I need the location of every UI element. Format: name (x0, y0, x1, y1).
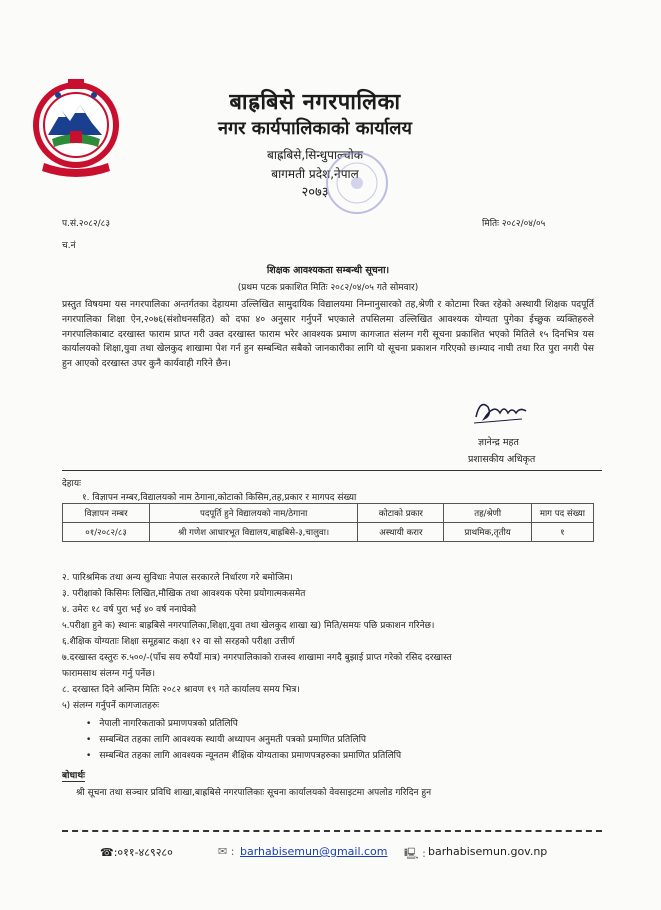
table-cell: अस्थायी करार (358, 523, 444, 542)
footer-email-link[interactable]: barhabisemun@gmail.com (240, 845, 388, 858)
list-item: ५.परीक्षा हुने क) स्थानः बाह्रबिसे नगरपालिका,शिक्षा,युवा तथा खेलकुद शाखा ख) मिति/समयः पछि प्रकाशन गरिनेछ। (62, 621, 435, 631)
list-item: २. पारिश्रमिक तथा अन्य सुविधाः नेपाल सरकारले निर्धारण गरे बमोजिम। (62, 573, 293, 583)
bullet-item: • सम्बन्धित तहका लागि आवश्यक न्यूनतम शैक्षिक योग्यताका प्रमाणपत्रहरुका प्रमाणित प्रतिलिपि (86, 748, 401, 764)
list-item: ७.दरखास्त दस्तुरः रु.५००/-(पाँच सय रुपैयाँ मात्र) नगरपालिकाको राजस्व शाखामा नगदै बुझाई प्राप्त गरेको रसिद दरखास्त (62, 653, 452, 663)
footer-website[interactable]: barhabisemun.gov.np (428, 845, 548, 858)
signatory-name: ज्ञानेन्द्र महत (478, 437, 519, 448)
list-item: फारामसाथ संलग्न गर्नु पर्नेछ। (62, 669, 156, 679)
table-header-cell: विज्ञापन नम्बर (63, 504, 150, 523)
notice-title: शिक्षक आवश्यकता सम्बन्धी सूचना। (266, 265, 390, 276)
list-item: ५) संलग्न गर्नुपर्ने कागजातहरुः (62, 701, 160, 711)
bullet-item: • सम्बन्धित तहका लागि आवश्यक स्थायी अध्यापन अनुमती पत्रको प्रमाणित प्रतिलिपि (86, 732, 401, 748)
bodharth-label: बोधार्थः (62, 768, 85, 782)
vacancy-table (62, 503, 594, 542)
address-line-2: बागमती प्रदेश,नेपाल (271, 167, 359, 181)
table-header-row (63, 504, 594, 523)
office-seal-stamp (322, 148, 392, 218)
dispatch-number: च.नं (62, 241, 76, 251)
list-item: ४. उमेरः १८ वर्ष पुरा भई ४० वर्ष ननाघेको (62, 605, 197, 615)
municipality-name: बाह्रबिसे नगरपालिका (229, 90, 401, 115)
section-divider (62, 470, 602, 471)
nepal-emblem-logo (30, 75, 122, 187)
office-name: नगर कार्यपालिकाको कार्यालय (218, 118, 412, 139)
bodharth-text: श्री सूचना तथा सञ्चार प्रविधि शाखा,बाह्रबिसे नगरपालिकाः सूचना कार्यालयको वेवसाइटमा अपलोड गरिदिन हुन (76, 788, 432, 798)
table-cell: प्राथमिक,तृतीय (444, 523, 531, 542)
list-item: ३. परीक्षाको किसिमः लिखित,मौखिक तथा आवश्यक परेमा प्रयोगात्मकसमेत (62, 589, 306, 599)
detail-list (62, 570, 602, 714)
table-header-cell: माग पद संख्या (531, 504, 593, 523)
table-cell: श्री गणेश आधारभूत विद्यालय,बाह्रबिसे-३,चालुवा। (150, 523, 358, 542)
email-icon: ✉ : (218, 845, 235, 858)
document-bullet-list (86, 716, 401, 764)
address-line-1: बाह्रबिसे,सिन्धुपाल्चोक (266, 148, 363, 162)
reference-number: प.सं.२०८२/८३ (62, 219, 111, 229)
table-cell: १ (531, 523, 593, 542)
footer-phone: ☎:०११-४८९२८० (100, 846, 173, 859)
list-item: ६.शैक्षिक योग्यताः शिक्षा समूहबाट कक्षा १२ वा सो सरहको परीक्षा उत्तीर्ण (62, 637, 295, 647)
website-icon: 🖳 : (404, 847, 426, 860)
table-header-cell: तह/श्रेणी (444, 504, 531, 523)
table-cell: ०१/२०८२/८३ (63, 523, 150, 542)
signature-image (470, 395, 530, 427)
notice-date: मितिः २०८२/०४/०५ (482, 219, 546, 229)
footer-divider (62, 830, 602, 832)
table-header-cell: पदपूर्ति हुने विद्यालयको नाम/ठेगाना (150, 504, 358, 523)
notice-paragraph: प्रस्तुत विषयमा यस नगरपालिका अन्तर्गतका देहायमा उल्लिखित सामुदायिक विद्यालयमा निम्नानुसारको तह,श्रेणी र कोटामा रिक्त रहेको अस्थायी शिक्षक पदपूर्ति नगरपालिका शिक्षा ऐन,२०७६(संशोधनसहित) को दफा ४० अनुसार गर्नुपर्ने भएकाले तपसिलमा उल्लिखित आवश्यक योग्यता पुगेका ईच्छुक व्यक्तिहरुले नगरपालिकाबाट दरखास्त फाराम प्राप्त गरी उक्त दरखास्त फाराम भरेर आवश्यक प्रमाण कागजात संलग्न गरी सूचना प्रकाशित भएको मितिले १५ दिनभित्र यस कार्यालयको शिक्षा,युवा तथा खेलकुद शाखामा पेश गर्न हुन सम्बन्धित सबैको जानकारीका लागि यो सूचना प्रकाशन गरिएको छ।म्याद नाघी तथा रित पुरा नगरी पेस हुन आएको दरखास्त उपर कुनै कार्यवाही गरिने छैन। (62, 299, 594, 370)
established-year: २०७३ (301, 185, 329, 200)
bullet-item: • नेपाली नागरिकताको प्रमाणपत्रको प्रतिलिपि (86, 716, 401, 732)
notice-subtitle: (प्रथम पटक प्रकाशित मितिः २०८२/०४/०५ गते सोमवार) (237, 283, 419, 293)
signatory-designation: प्रशासकीय अधिकृत (468, 454, 536, 465)
dehay-label: देहायः (62, 479, 81, 489)
detail-item-1: १. विज्ञापन नम्बर,विद्यालयको नाम ठेगाना,कोटाको किसिम,तह,प्रकार र मागपद संख्या (82, 493, 357, 503)
table-row (63, 523, 594, 542)
table-header-cell: कोटाको प्रकार (358, 504, 444, 523)
list-item: ८. दरखास्त दिने अन्तिम मितिः २०८२ श्रावण १९ गते कार्यालय समय भित्र। (62, 685, 300, 695)
